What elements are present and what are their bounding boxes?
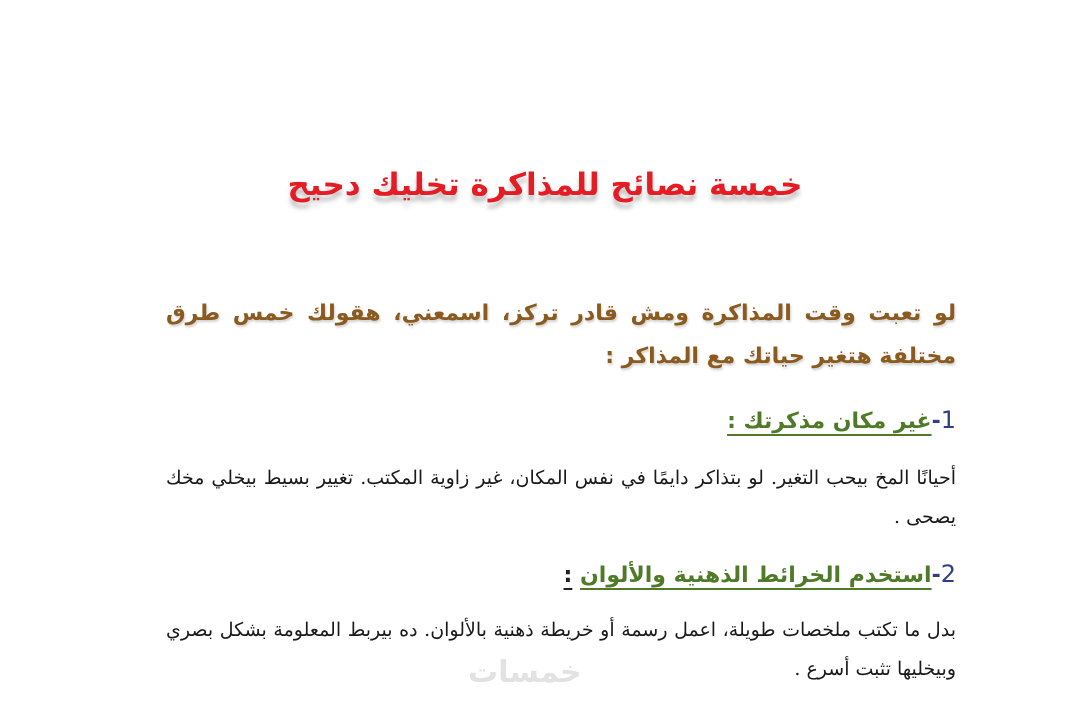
tip-1-heading (727, 402, 956, 440)
tip-1-body: أحيانًا المخ بيحب التغير. لو بتذاكر دايمًا في نفس المكان، غير زاوية المكتب. تغيير بسيط بيخلي مخك يصحى . (166, 467, 956, 528)
tip-2-heading-text: استخدم الخرائط الذهنية والألوان (580, 563, 932, 588)
document-title: خمسة نصائح للمذاكرة تخليك دحيح (287, 167, 803, 203)
tip-1-heading-text: غير مكان مذكرتك : (727, 409, 932, 434)
intro-paragraph: لو تعبت وقت المذاكرة ومش قادر تركز، اسمعني، هقولك خمس طرق مختلفة هتغير حياتك مع المذاكر : (166, 301, 956, 369)
tip-1-dash: - (931, 409, 941, 434)
tip-2-dash: - (931, 563, 941, 588)
tip-1-number: 1 (940, 406, 956, 434)
tip-2-heading-colon: : (563, 563, 573, 588)
tip-2-body: بدل ما تكتب ملخصات طويلة، اعمل رسمة أو خريطة ذهنية بالألوان. ده بيربط المعلومة بشكل بصري وبيخليها تثبت أسرع . (166, 619, 956, 680)
watermark-logo: خمسات (468, 655, 582, 690)
tip-2-heading (564, 556, 956, 594)
tip-2-number: 2 (940, 560, 956, 588)
